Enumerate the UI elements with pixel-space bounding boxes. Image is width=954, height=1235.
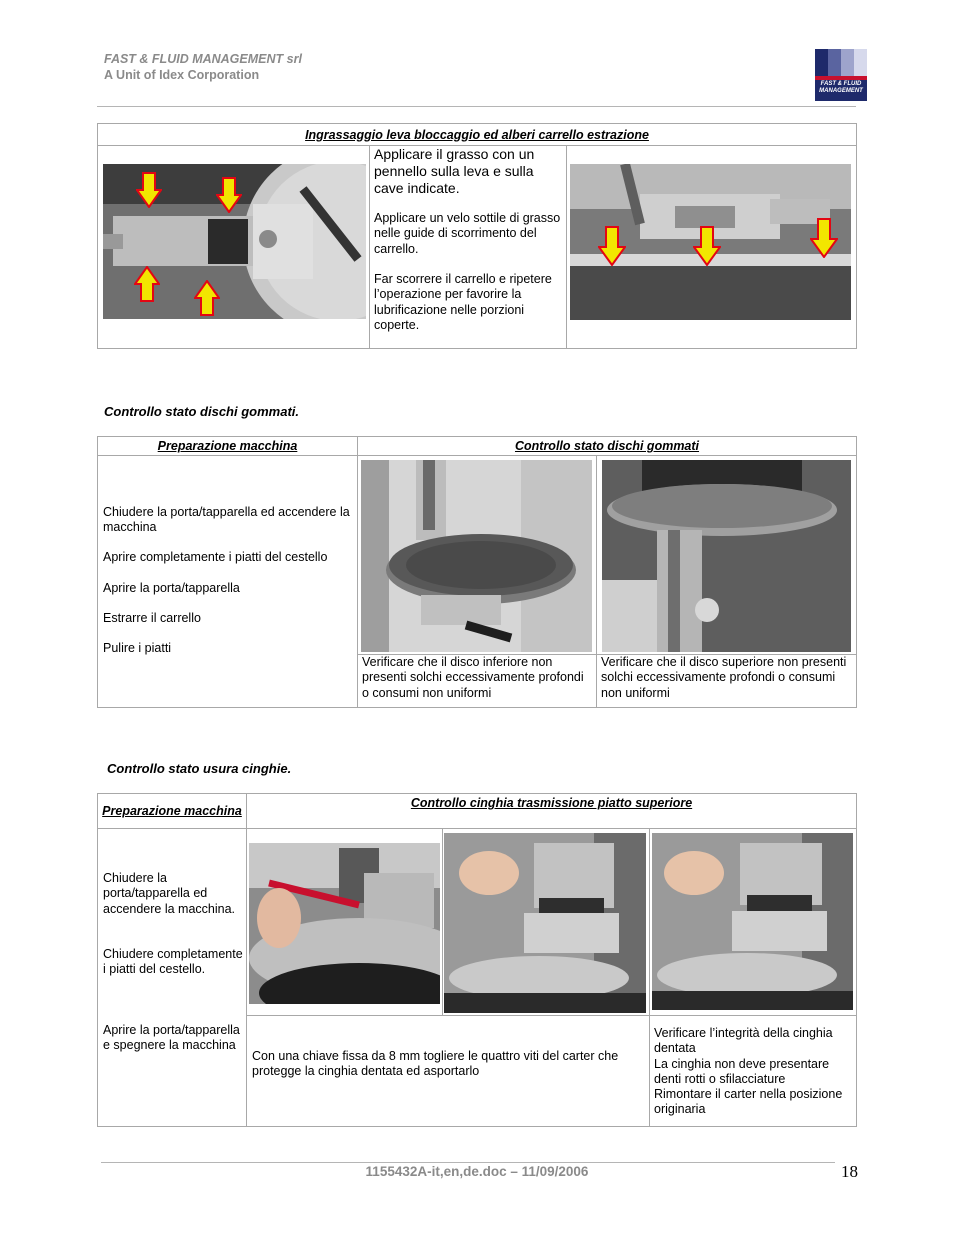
footer-document-id: 1155432A-it,en,de.doc – 11/09/2006 — [365, 1164, 589, 1179]
lubrication-instruction-guides: Applicare un velo sottile di grasso nelle guide di scorrimento del carrello. — [374, 211, 561, 256]
arrow-up-icon — [134, 266, 160, 302]
lubrication-instruction-slide: Far scorrere il carrello e ripetere l’operazione per favorire la lubrificazione nelle porzioni coperte. — [374, 272, 552, 332]
discs-step-2: Aprire completamente i piatti del cestello — [103, 550, 328, 564]
arrow-down-icon — [216, 177, 242, 213]
belts-col-header-check: Controllo cinghia trasmissione piatto superiore — [247, 794, 857, 829]
discs-caption-lower: Verificare che il disco inferiore non presenti solchi eccessivamente profondi o consumi non uniformi — [362, 655, 584, 700]
photo-lower-disc — [361, 460, 592, 652]
photo-upper-disc — [602, 460, 851, 652]
belts-caption-check — [654, 1026, 852, 1118]
company-logo — [815, 49, 867, 101]
discs-col-header-preparation: Preparazione macchina — [98, 437, 358, 456]
header-company: FAST & FLUID MANAGEMENT srl — [104, 52, 302, 66]
belts-check-line-3: Rimontare il carter nella posizione originaria — [654, 1087, 843, 1117]
photo-belt-inspection — [652, 833, 853, 1010]
logo-text: FAST & FLUID MANAGEMENT — [819, 81, 863, 94]
belts-caption-remove-cover: Con una chiave fissa da 8 mm togliere le quattro viti del carter che protegge la cinghia dentata ed asportarlo — [252, 1049, 619, 1079]
footer-rule — [101, 1162, 835, 1163]
header-unit: A Unit of Idex Corporation — [104, 68, 260, 82]
belts-check-line-2: La cinghia non deve presentare denti rotti o sfilacciature — [654, 1056, 830, 1086]
lubrication-instruction-main: Applicare il grasso con un pennello sulla leva e sulla cave indicate. — [374, 146, 535, 196]
section-heading-belts: Controllo stato usura cinghie. — [107, 761, 292, 776]
belts-col-header-preparation: Preparazione macchina — [98, 794, 247, 829]
arrow-down-icon — [136, 172, 162, 208]
discs-step-1: Chiudere la porta/tapparella ed accendere la macchina — [103, 505, 350, 535]
lubrication-table-title: Ingrassaggio leva bloccaggio ed alberi carrello estrazione — [98, 124, 857, 146]
discs-step-4: Estrarre il carrello — [103, 611, 201, 625]
page-number: 18 — [841, 1162, 858, 1181]
arrow-up-icon — [194, 280, 220, 316]
arrow-down-icon — [693, 226, 721, 266]
discs-step-3: Aprire la porta/tapparella — [103, 581, 240, 595]
discs-step-5: Pulire i piatti — [103, 641, 172, 655]
belts-step-3: Aprire la porta/tapparella e spegnere la macchina — [103, 1023, 240, 1053]
arrow-down-icon — [598, 226, 626, 266]
photo-belt-cover-removal — [444, 833, 646, 1013]
discs-caption-upper: Verificare che il disco superiore non presenti solchi eccessivamente profondi o consumi non uniformi — [601, 655, 847, 700]
discs-col-header-check: Controllo stato dischi gommati — [358, 437, 857, 456]
arrow-down-icon — [810, 218, 838, 258]
belts-check-line-1: Verificare l’integrità della cinghia dentata — [654, 1026, 833, 1056]
belts-step-1: Chiudere la porta/tapparella ed accendere la macchina. — [103, 871, 236, 916]
section-heading-discs: Controllo stato dischi gommati. — [104, 404, 300, 419]
belts-step-2: Chiudere completamente i piatti del cestello. — [103, 947, 243, 977]
header-rule — [97, 106, 856, 107]
photo-screwdriver-cover — [249, 843, 440, 1004]
